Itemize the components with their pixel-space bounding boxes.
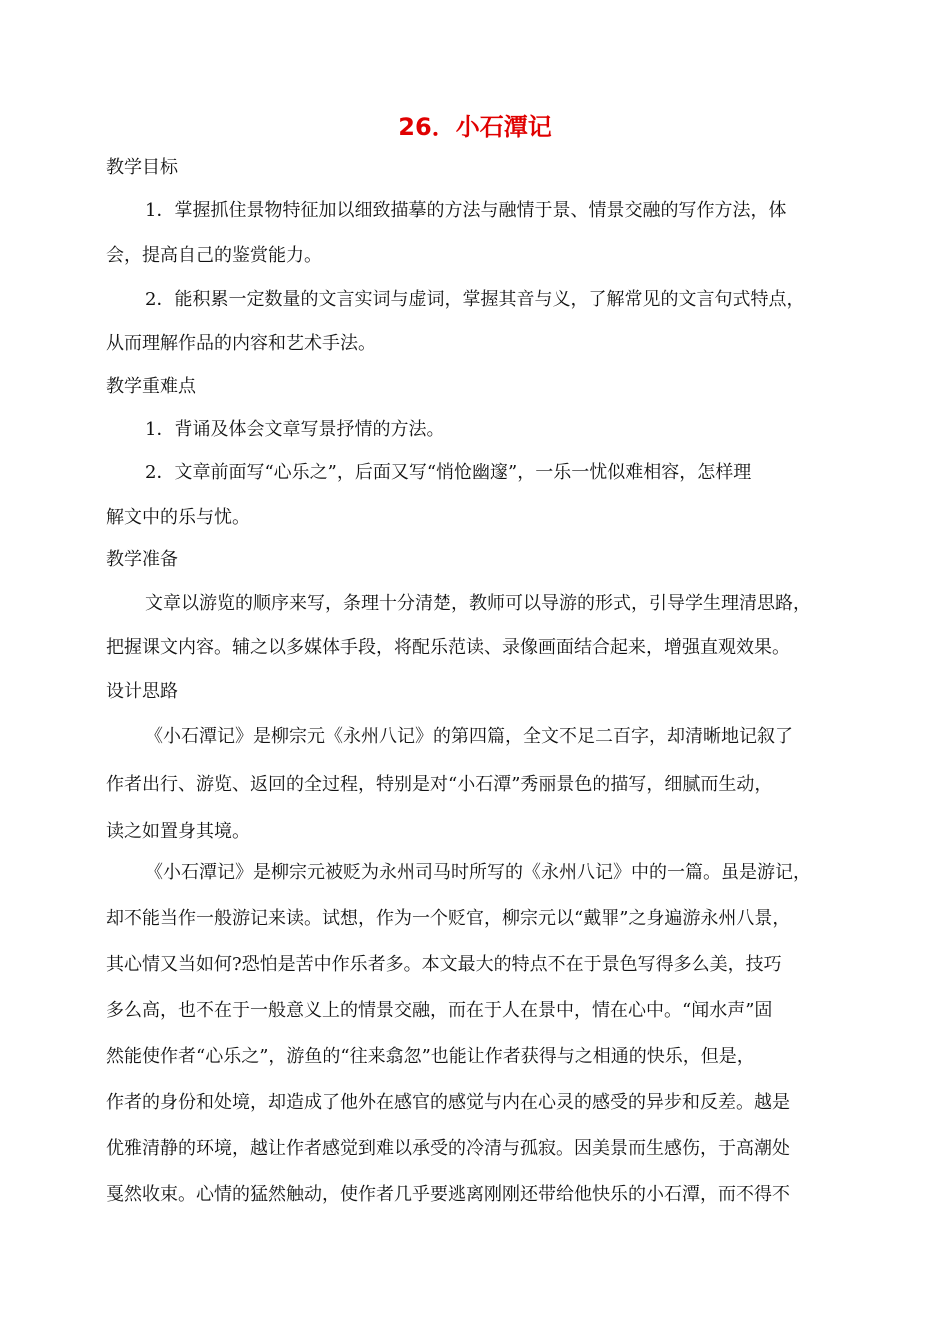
text-line: 其心情又当如何?恐怕是苦中作乐者多。本文最大的特点不在于景色写得多么美，技巧 <box>106 954 782 975</box>
text-line: 2．能积累一定数量的文言实词与虚词，掌握其音与义，了解常见的文言句式特点， <box>145 289 805 310</box>
section-heading-difficulties: 教学重难点 <box>106 376 196 397</box>
text-line: 把握课文内容。辅之以多媒体手段，将配乐范读、录像画面结合起来，增强直观效果。 <box>106 637 790 658</box>
text-line: 文章以游览的顺序来写，条理十分清楚，教师可以导游的形式，引导学生理清思路， <box>145 593 811 614</box>
text-line: 《小石潭记》是柳宗元被贬为永州司马时所写的《永州八记》中的一篇。虽是游记， <box>145 862 811 883</box>
text-line: 戛然收束。心情的猛然触动，使作者几乎要逃离刚刚还带给他快乐的小石潭，而不得不 <box>106 1184 790 1205</box>
text-line: 读之如置身其境。 <box>106 821 250 842</box>
text-line: 2．文章前面写“心乐之”，后面又写“悄怆幽邃”，一乐一忧似难相容，怎样理 <box>145 462 752 483</box>
text-line: 解文中的乐与忧。 <box>106 507 250 528</box>
text-line: 《小石潭记》是柳宗元《永州八记》的第四篇，全文不足二百字，却清晰地记叙了 <box>145 726 793 747</box>
section-heading-design: 设计思路 <box>106 681 178 702</box>
text-line: 1．掌握抓住景物特征加以细致描摹的方法与融情于景、情景交融的写作方法，体 <box>145 200 787 221</box>
text-line: 多么高，也不在于一般意义上的情景交融，而在于人在景中，情在心中。“闻水声”固 <box>106 1000 773 1021</box>
document-title: 26．小石潭记 <box>398 113 552 141</box>
text-line: 然能使作者“心乐之”，游鱼的“往来翕忽”也能让作者获得与之相通的快乐，但是， <box>106 1046 755 1067</box>
text-line: 会，提高自己的鉴赏能力。 <box>106 245 322 266</box>
text-line: 从而理解作品的内容和艺术手法。 <box>106 333 376 354</box>
text-line: 优雅清静的环境，越让作者感觉到难以承受的冷清与孤寂。因美景而生感伤，于高潮处 <box>106 1138 790 1159</box>
text-line: 却不能当作一般游记来读。试想，作为一个贬官，柳宗元以“戴罪”之身遍游永州八景， <box>106 908 791 929</box>
text-line: 1．背诵及体会文章写景抒情的方法。 <box>145 419 445 440</box>
text-line: 作者出行、游览、返回的全过程，特别是对“小石潭”秀丽景色的描写，细腻而生动， <box>106 774 773 795</box>
section-heading-preparation: 教学准备 <box>106 549 178 570</box>
section-heading-objectives: 教学目标 <box>106 157 178 178</box>
text-line: 作者的身份和处境，却造成了他外在感官的感觉与内在心灵的感受的异步和反差。越是 <box>106 1092 790 1113</box>
